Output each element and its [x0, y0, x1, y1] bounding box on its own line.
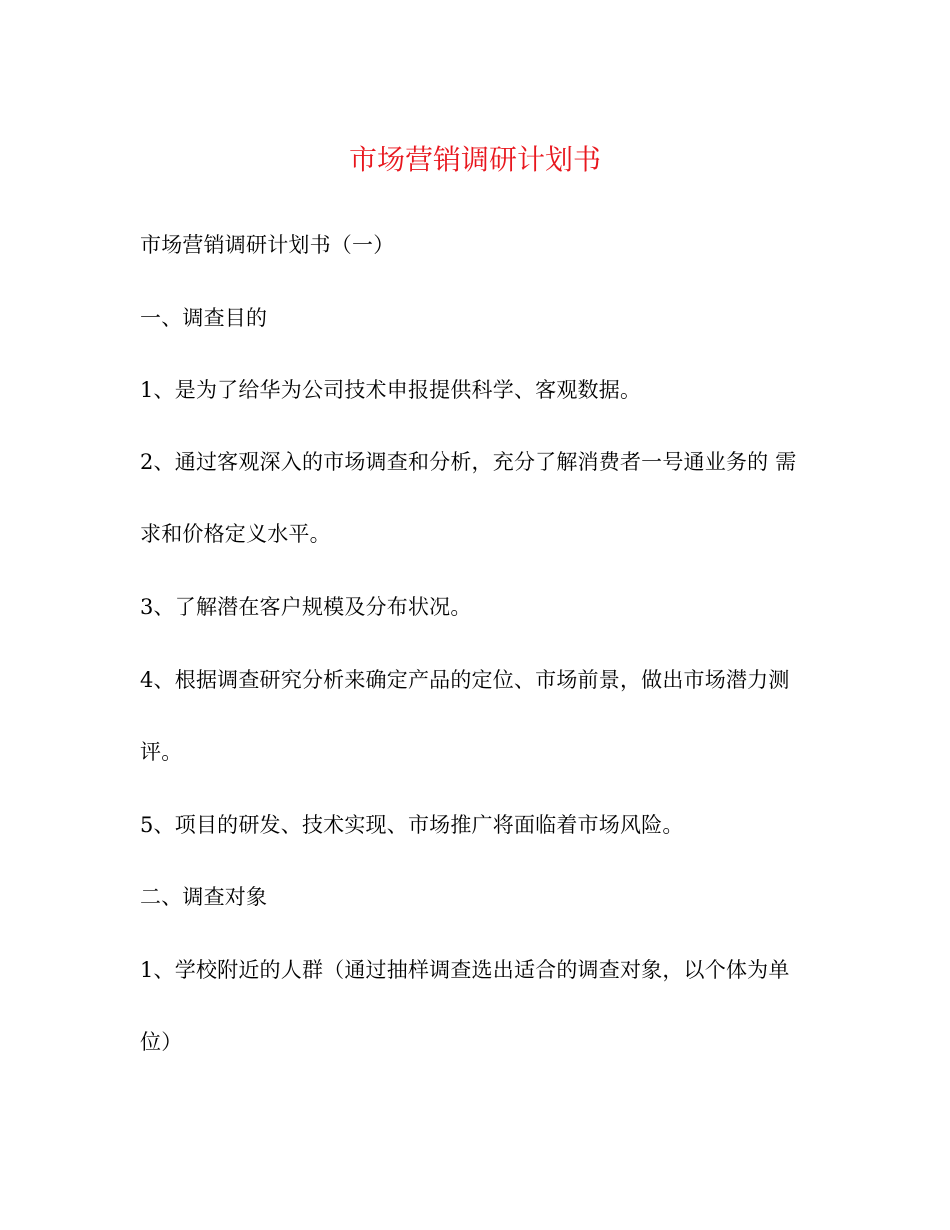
paragraph-line: 求和价格定义水平。: [140, 522, 331, 546]
paragraph-line: 评。: [140, 740, 183, 764]
paragraph-line: 5、项目的研发、技术实现、市场推广将面临着市场风险。: [140, 813, 684, 837]
paragraph-line: 3、了解潜在客户规模及分布状况。: [140, 595, 472, 619]
section-heading-purpose: 一、调查目的: [140, 306, 268, 330]
paragraph-line: 位）: [140, 1030, 183, 1054]
subtitle-line: 市场营销调研计划书（一）: [140, 233, 395, 257]
document-title: 市场营销调研计划书: [348, 143, 601, 176]
paragraph-line: 2、通过客观深入的市场调查和分析，充分了解消费者一号通业务的 需: [140, 450, 797, 474]
paragraph-line: 1、是为了给华为公司技术申报提供科学、客观数据。: [140, 378, 642, 402]
section-heading-target: 二、调查对象: [140, 885, 268, 909]
paragraph-line: 1、学校附近的人群（通过抽样调查选出适合的调查对象，以个体为单: [140, 958, 790, 982]
paragraph-line: 4、根据调查研究分析来确定产品的定位、市场前景，做出市场潜力测: [140, 668, 790, 692]
